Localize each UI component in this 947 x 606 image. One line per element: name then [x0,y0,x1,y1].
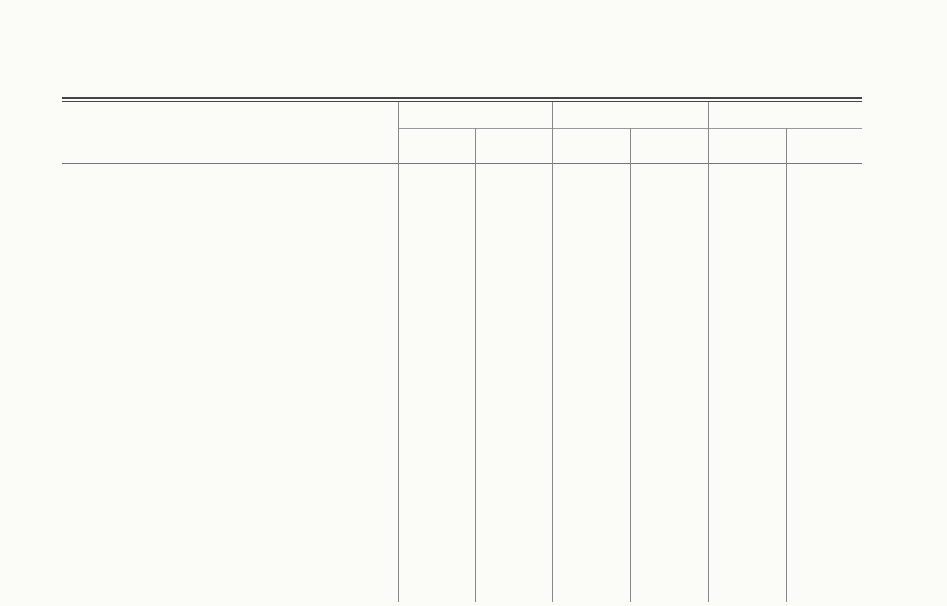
top-rule [62,97,862,99]
col-divider [398,102,399,602]
col-divider [630,128,631,602]
top-rule-thin [62,101,862,102]
col-divider [786,128,787,602]
col-divider [552,102,553,602]
header-rule [62,163,862,164]
col-divider [475,128,476,602]
col-divider [708,102,709,602]
